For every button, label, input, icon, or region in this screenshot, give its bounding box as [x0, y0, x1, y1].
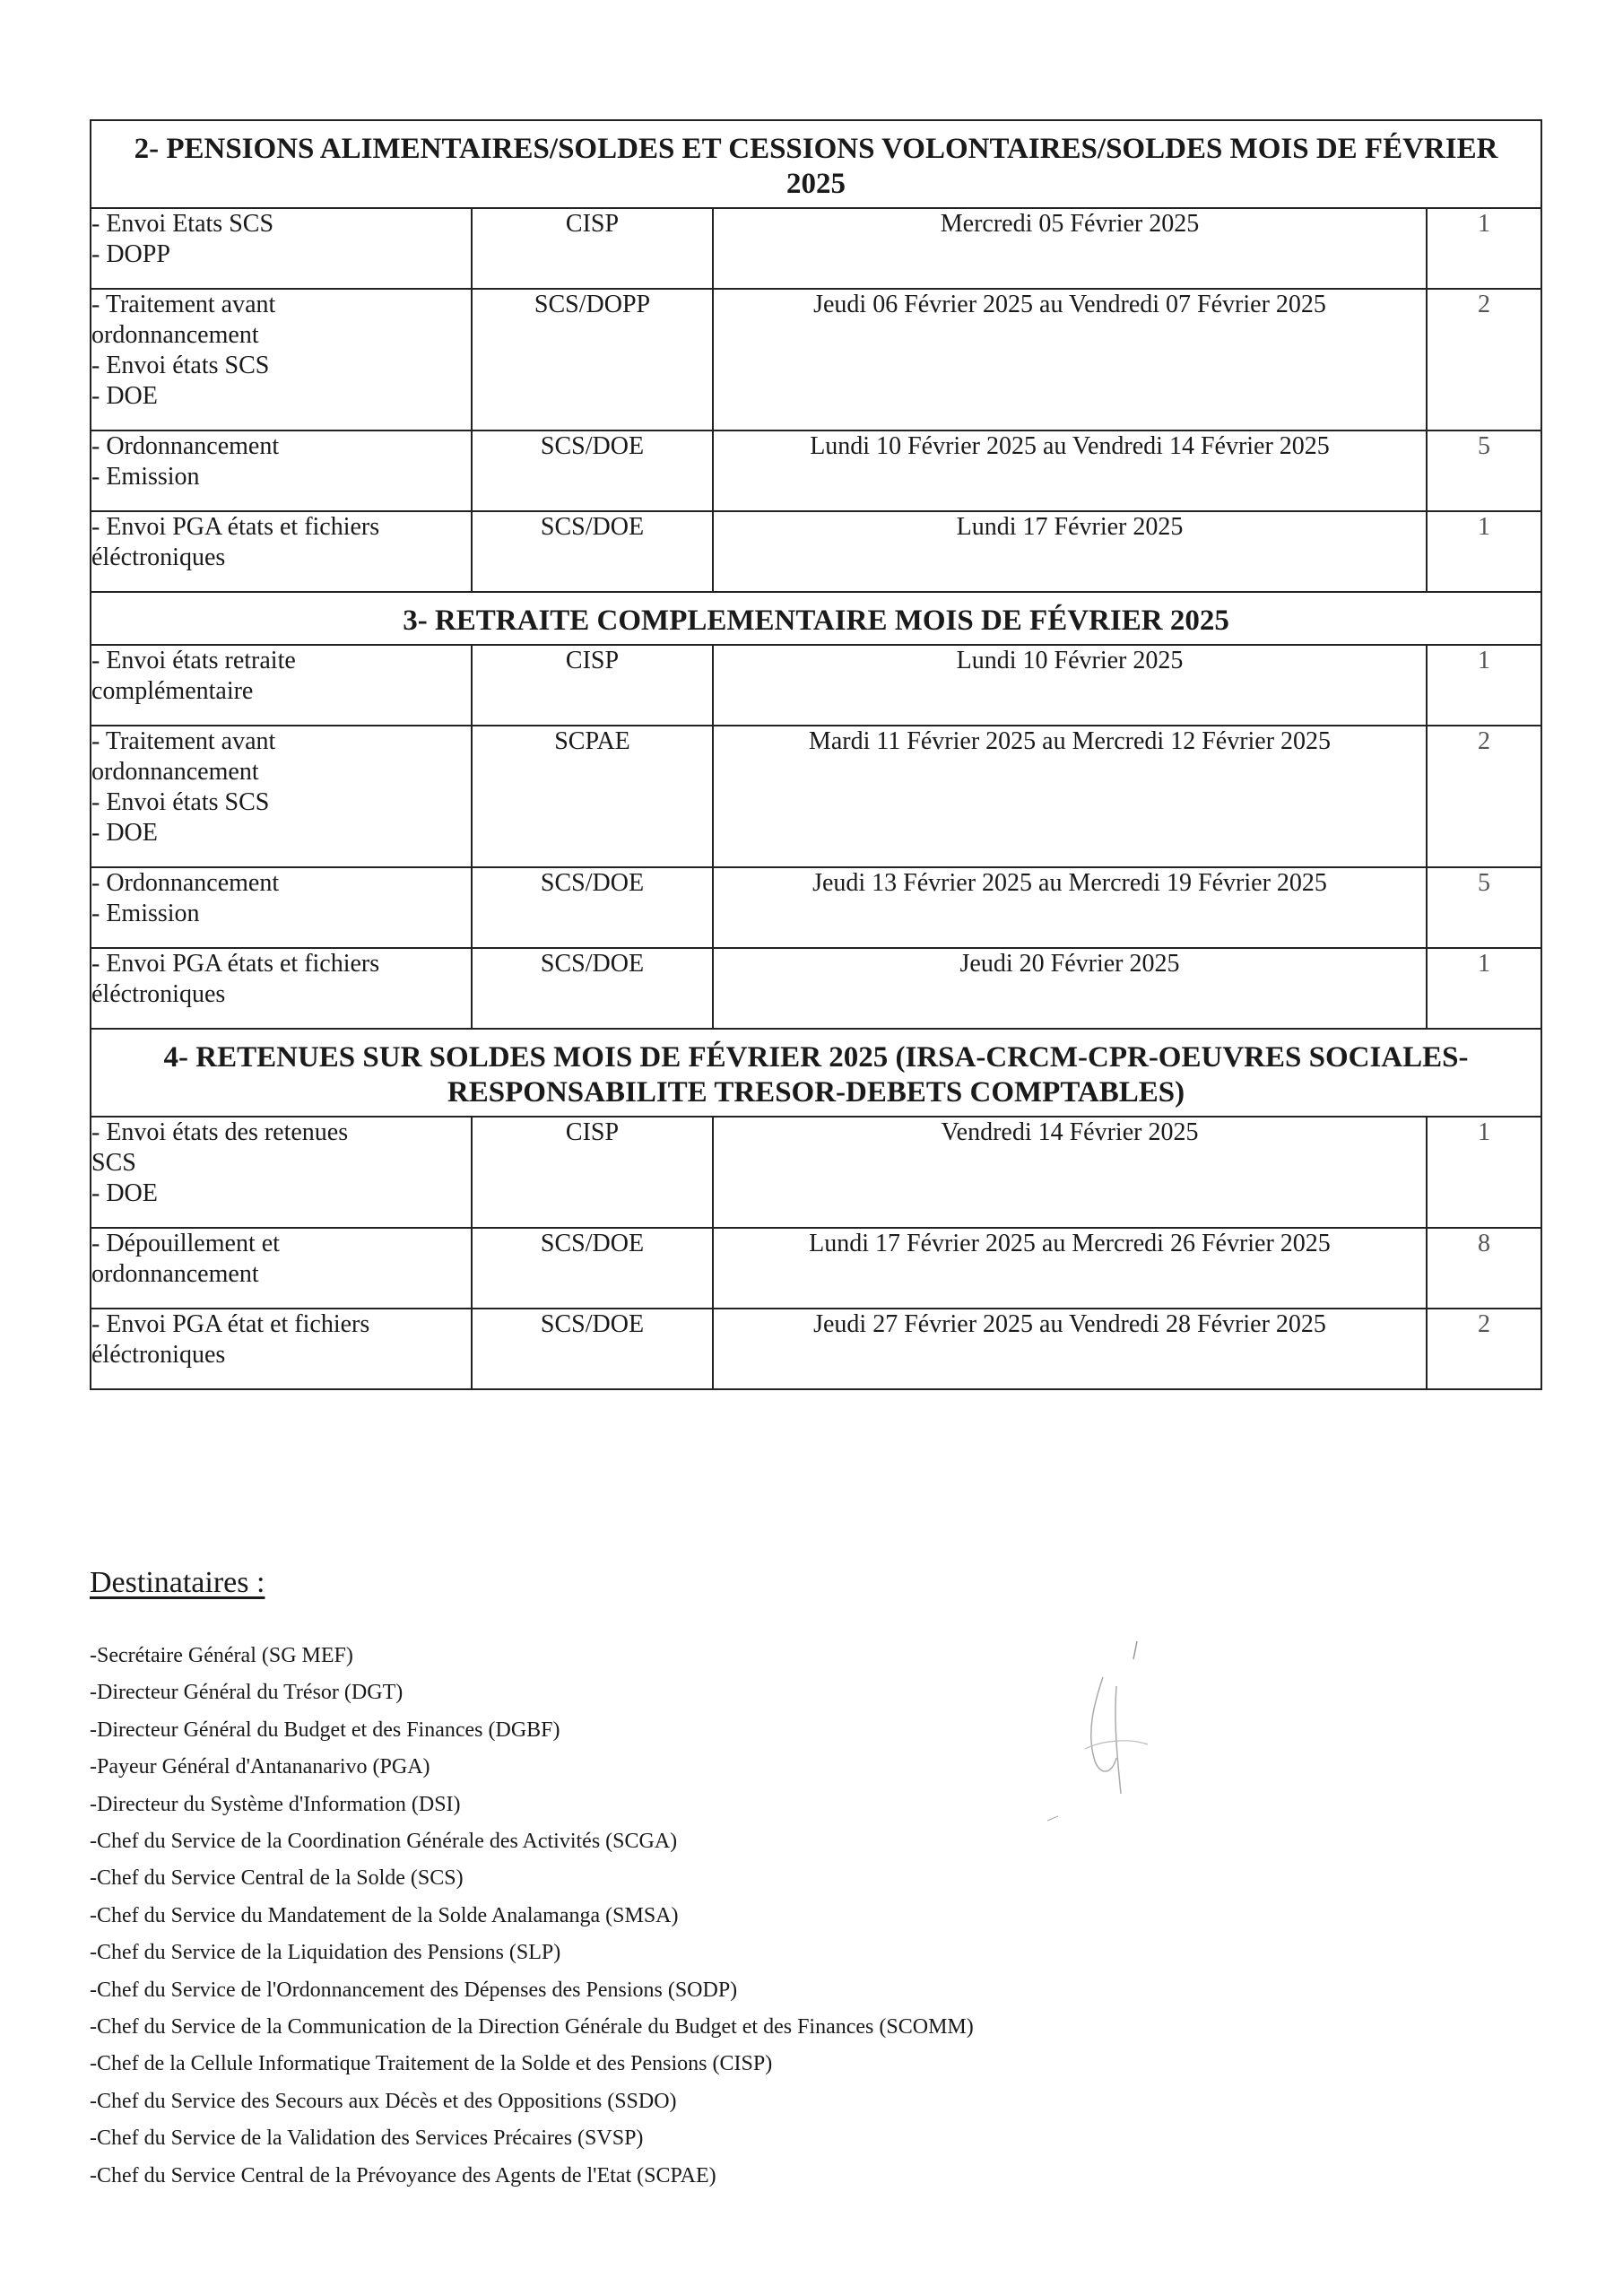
unit-cell: SCPAE [472, 726, 713, 867]
unit-cell: SCS/DOE [472, 867, 713, 948]
schedule-table [90, 119, 1542, 1390]
recipient-item: -Chef du Service des Secours aux Décès et des Oppositions (SSDO) [90, 2089, 677, 2113]
task-cell [91, 289, 472, 430]
section-header [91, 592, 1541, 645]
days-cell: 2 [1427, 289, 1541, 430]
task-line: - Emission [91, 463, 200, 491]
task-cell [91, 645, 472, 726]
recipients-list [90, 1638, 974, 2195]
task-line: ordonnancement [91, 1260, 259, 1288]
task-cell [91, 1309, 472, 1389]
table-row [91, 645, 1541, 726]
task-line: - Dépouillement et [91, 1230, 280, 1257]
task-line: ordonnancement [91, 321, 259, 349]
days-cell: 1 [1427, 645, 1541, 726]
task-line: - DOPP [91, 240, 170, 268]
task-cell [91, 511, 472, 592]
unit-cell: CISP [472, 208, 713, 289]
recipient-item: -Chef du Service Central de la Prévoyance des Agents de l'Etat (SCPAE) [90, 2163, 716, 2187]
task-line: - Envoi PGA états et fichiers [91, 950, 380, 978]
date-cell: Jeudi 27 Février 2025 au Vendredi 28 Février 2025 [713, 1309, 1427, 1389]
task-line: éléctroniques [91, 1341, 226, 1369]
days-cell: 1 [1427, 948, 1541, 1029]
task-line: - DOE [91, 819, 158, 847]
table-row [91, 948, 1541, 1029]
days-cell: 5 [1427, 430, 1541, 511]
table-row [91, 1309, 1541, 1389]
section-header [91, 120, 1541, 208]
date-cell: Jeudi 06 Février 2025 au Vendredi 07 Février 2025 [713, 289, 1427, 430]
section-title: 2- PENSIONS ALIMENTAIRES/SOLDES ET CESSIONS VOLONTAIRES/SOLDES MOIS DE FÉVRIER 2025 [91, 120, 1541, 208]
date-cell: Lundi 17 Février 2025 au Mercredi 26 Février 2025 [713, 1228, 1427, 1309]
table-row [91, 208, 1541, 289]
task-line: - Ordonnancement [91, 869, 280, 897]
task-cell [91, 726, 472, 867]
table-row [91, 430, 1541, 511]
date-cell: Mardi 11 Février 2025 au Mercredi 12 Février 2025 [713, 726, 1427, 867]
date-cell: Lundi 10 Février 2025 [713, 645, 1427, 726]
task-line: - Envoi PGA états et fichiers [91, 513, 380, 541]
recipients-title: Destinataires : [90, 1566, 265, 1599]
recipient-item: -Chef du Service de la Coordination Générale des Activités (SCGA) [90, 1830, 678, 1854]
task-line: - DOE [91, 382, 158, 410]
table-row [91, 1117, 1541, 1228]
task-line: - Ordonnancement [91, 432, 280, 460]
recipient-item: -Chef du Service de l'Ordonnancement des Dépenses des Pensions (SODP) [90, 1978, 738, 2002]
days-cell: 2 [1427, 1309, 1541, 1389]
task-cell [91, 208, 472, 289]
section-title: 4- RETENUES SUR SOLDES MOIS DE FÉVRIER 2025 (IRSA-CRCM-CPR-OEUVRES SOCIALES-RESPONSABILITE TRESOR-DEBETS COMPTABLES) [91, 1029, 1541, 1117]
date-cell: Jeudi 20 Février 2025 [713, 948, 1427, 1029]
date-cell: Mercredi 05 Février 2025 [713, 208, 1427, 289]
handwritten-signature [1031, 1623, 1166, 1848]
task-line: - Envoi états SCS [91, 788, 270, 816]
task-line: - Envoi états retraite [91, 647, 296, 674]
task-cell [91, 430, 472, 511]
task-line: SCS [91, 1149, 136, 1177]
table-row [91, 289, 1541, 430]
days-cell: 2 [1427, 726, 1541, 867]
recipient-item: -Chef de la Cellule Informatique Traitement de la Solde et des Pensions (CISP) [90, 2052, 773, 2076]
table-row [91, 1228, 1541, 1309]
task-line: - Envoi Etats SCS [91, 210, 274, 238]
recipient-item: -Chef du Service de la Communication de la Direction Générale du Budget et des Finances (SCOMM) [90, 2015, 974, 2039]
task-line: - DOE [91, 1179, 158, 1207]
task-line: - Envoi états SCS [91, 352, 270, 379]
task-line: - Envoi états des retenues [91, 1118, 349, 1146]
recipient-item: -Chef du Service Central de la Solde (SCS) [90, 1866, 464, 1891]
unit-cell: SCS/DOE [472, 511, 713, 592]
task-line: - Traitement avant [91, 727, 276, 755]
unit-cell: SCS/DOE [472, 948, 713, 1029]
date-cell: Lundi 17 Février 2025 [713, 511, 1427, 592]
table-row [91, 867, 1541, 948]
section-title: 3- RETRAITE COMPLEMENTAIRE MOIS DE FÉVRIER 2025 [91, 592, 1541, 645]
unit-cell: SCS/DOPP [472, 289, 713, 430]
table-row [91, 511, 1541, 592]
task-line: éléctroniques [91, 544, 226, 571]
task-line: - Envoi PGA état et fichiers [91, 1310, 370, 1338]
task-cell [91, 948, 472, 1029]
task-cell [91, 1117, 472, 1228]
days-cell: 8 [1427, 1228, 1541, 1309]
task-cell [91, 1228, 472, 1309]
task-line: - Traitement avant [91, 291, 276, 318]
unit-cell: SCS/DOE [472, 1309, 713, 1389]
recipient-item: -Secrétaire Général (SG MEF) [90, 1644, 353, 1667]
recipient-item: -Chef du Service de la Liquidation des Pensions (SLP) [90, 1941, 561, 1965]
days-cell: 1 [1427, 208, 1541, 289]
date-cell: Lundi 10 Février 2025 au Vendredi 14 Février 2025 [713, 430, 1427, 511]
recipient-item: -Directeur Général du Budget et des Finances (DGBF) [90, 1718, 560, 1742]
recipient-item: -Directeur du Système d'Information (DSI) [90, 1792, 461, 1816]
days-cell: 1 [1427, 511, 1541, 592]
unit-cell: SCS/DOE [472, 1228, 713, 1309]
unit-cell: CISP [472, 1117, 713, 1228]
table-row [91, 726, 1541, 867]
task-line: - Emission [91, 900, 200, 927]
recipient-item: -Payeur Général d'Antananarivo (PGA) [90, 1755, 430, 1779]
task-line: complémentaire [91, 677, 254, 705]
unit-cell: CISP [472, 645, 713, 726]
task-line: ordonnancement [91, 758, 259, 786]
recipient-item: -Directeur Général du Trésor (DGT) [90, 1681, 404, 1705]
days-cell: 5 [1427, 867, 1541, 948]
task-line: éléctroniques [91, 980, 226, 1008]
task-cell [91, 867, 472, 948]
days-cell: 1 [1427, 1117, 1541, 1228]
recipient-item: -Chef du Service du Mandatement de la Solde Analamanga (SMSA) [90, 1903, 679, 1927]
section-header [91, 1029, 1541, 1117]
recipient-item: -Chef du Service de la Validation des Services Précaires (SVSP) [90, 2126, 644, 2151]
date-cell: Vendredi 14 Février 2025 [713, 1117, 1427, 1228]
date-cell: Jeudi 13 Février 2025 au Mercredi 19 Février 2025 [713, 867, 1427, 948]
unit-cell: SCS/DOE [472, 430, 713, 511]
